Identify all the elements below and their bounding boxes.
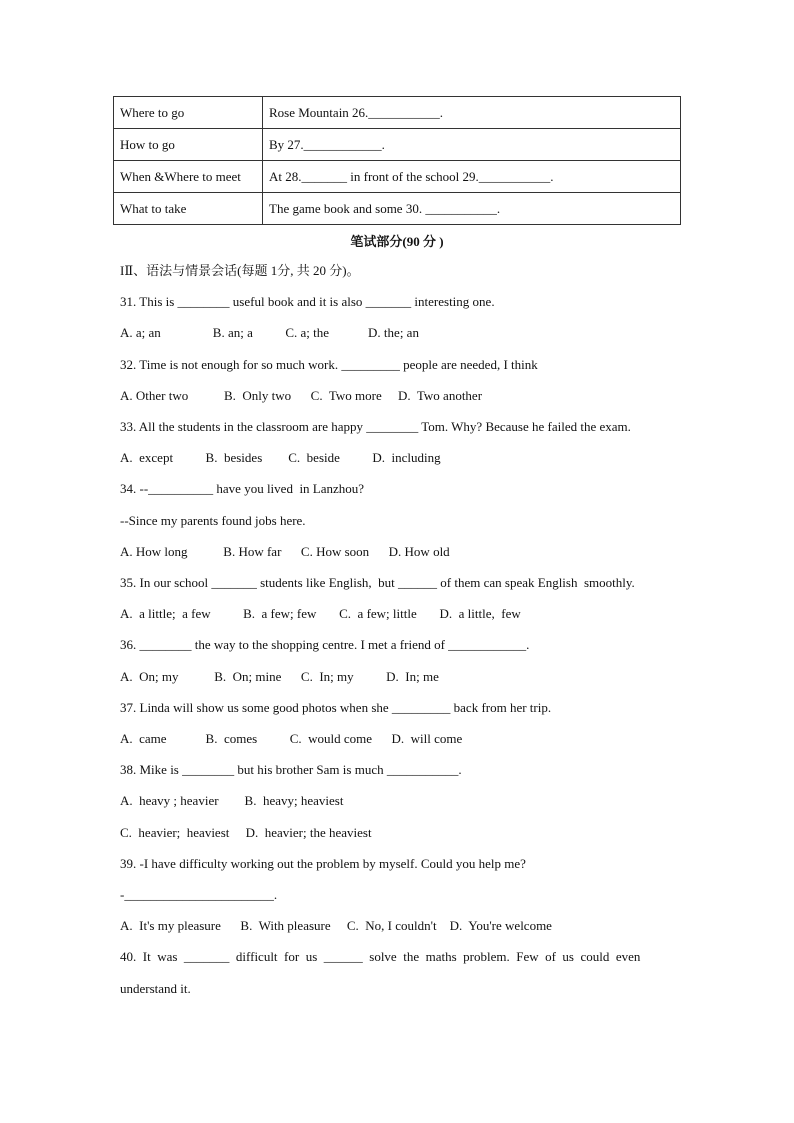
options-39: A. It's my pleasure B. With pleasure C. No, I couldn't D. You're welcome xyxy=(120,918,552,933)
table-row xyxy=(114,129,681,161)
table-value: By 27.____________. xyxy=(263,129,681,161)
part-heading: IⅡ、语法与情景会话(每题 1分, 共 20 分)。 xyxy=(120,263,360,278)
question-33: 33. All the students in the classroom are happy ________ Tom. Why? Because he failed the exam. xyxy=(120,419,631,434)
table-label: Where to go xyxy=(114,97,263,129)
table-label: How to go xyxy=(114,129,263,161)
question-37: 37. Linda will show us some good photos when she _________ back from her trip. xyxy=(120,700,552,715)
table-value: The game book and some 30. ___________. xyxy=(263,193,681,225)
options-31: A. a; an B. an; a C. a; the D. the; an xyxy=(120,325,419,340)
options-37: A. came B. comes C. would come D. will come xyxy=(120,731,463,746)
info-table xyxy=(113,96,681,225)
options-38-ab: A. heavy ; heavier B. heavy; heaviest xyxy=(120,793,344,808)
options-33: A. except B. besides C. beside D. including xyxy=(120,450,441,465)
answer-blank-39: -_______________________. xyxy=(120,887,278,902)
table-value: Rose Mountain 26.___________. xyxy=(263,97,681,129)
table-value: At 28._______ in front of the school 29.___________. xyxy=(263,161,681,193)
question-39: 39. -I have difficulty working out the problem by myself. Could you help me? xyxy=(120,856,526,871)
dialogue-34: --Since my parents found jobs here. xyxy=(120,513,306,528)
question-36: 36. ________ the way to the shopping centre. I met a friend of ____________. xyxy=(120,637,530,652)
table-row xyxy=(114,193,681,225)
question-34: 34. --__________ have you lived in Lanzhou? xyxy=(120,481,365,496)
question-40-continued: understand it. xyxy=(120,981,191,996)
table-row xyxy=(114,97,681,129)
options-38-cd: C. heavier; heaviest D. heavier; the heaviest xyxy=(120,825,372,840)
options-36: A. On; my B. On; mine C. In; my D. In; me xyxy=(120,669,439,684)
options-35: A. a little; a few B. a few; few C. a few; little D. a little, few xyxy=(120,606,521,621)
question-35: 35. In our school _______ students like English, but ______ of them can speak English smoothly. xyxy=(120,575,635,590)
question-38: 38. Mike is ________ but his brother Sam is much ___________. xyxy=(120,762,462,777)
question-40: 40. It was _______ difficult for us ______ solve the maths problem. Few of us could even xyxy=(120,949,641,964)
question-31: 31. This is ________ useful book and it is also _______ interesting one. xyxy=(120,294,495,309)
table-label: When &Where to meet xyxy=(114,161,263,193)
options-34: A. How long B. How far C. How soon D. How old xyxy=(120,544,450,559)
table-label: What to take xyxy=(114,193,263,225)
options-32: A. Other two B. Only two C. Two more D. Two another xyxy=(120,388,483,403)
section-title: 笔试部分(90 分 ) xyxy=(350,234,444,249)
question-32: 32. Time is not enough for so much work. _________ people are needed, I think xyxy=(120,357,538,372)
table-row xyxy=(114,161,681,193)
